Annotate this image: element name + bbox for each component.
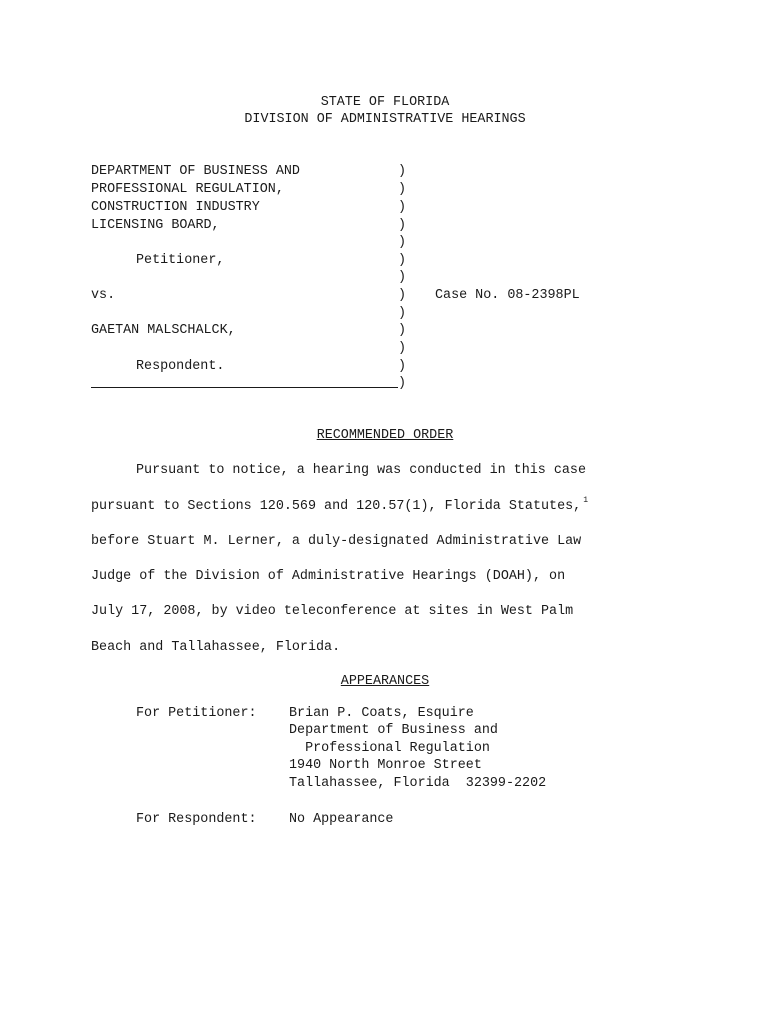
appearances-heading: APPEARANCES <box>340 674 430 689</box>
petitioner-counsel-line-3: Professional Regulation <box>289 741 490 756</box>
caption-paren: ) <box>398 376 407 391</box>
petitioner-line-3: CONSTRUCTION INDUSTRY <box>91 200 260 215</box>
caption-paren: ) <box>398 288 407 303</box>
order-body-line-3: before Stuart M. Lerner, a duly-designated Administrative Law <box>91 534 582 549</box>
respondent-appearance-value: No Appearance <box>289 812 394 827</box>
respondent-role: Respondent. <box>136 359 225 374</box>
petitioner-line-4: LICENSING BOARD, <box>91 218 220 233</box>
petitioner-counsel-line-5: Tallahassee, Florida 32399-2202 <box>289 776 547 791</box>
petitioner-counsel-line-1: Brian P. Coats, Esquire <box>289 706 474 721</box>
caption-paren: ) <box>398 323 407 338</box>
order-body-line-5: July 17, 2008, by video teleconference at sites in West Palm <box>91 604 574 619</box>
respondent-appearance-label: For Respondent: <box>136 812 257 827</box>
order-body-line-2: pursuant to Sections 120.569 and 120.57(1), Florida Statutes, $^1$ <box>91 496 588 514</box>
order-body-line-4: Judge of the Division of Administrative Hearings (DOAH), on <box>91 569 566 584</box>
caption-paren: ) <box>398 164 407 179</box>
header-division: DIVISION OF ADMINISTRATIVE HEARINGS <box>244 112 526 127</box>
caption-paren: ) <box>398 341 407 356</box>
petitioner-counsel-line-4: 1940 North Monroe Street <box>289 758 482 773</box>
petitioner-appearance-label: For Petitioner: <box>136 706 257 721</box>
petitioner-line-2: PROFESSIONAL REGULATION, <box>91 182 284 197</box>
caption-paren: ) <box>398 270 407 285</box>
caption-paren: ) <box>398 182 407 197</box>
order-body-line-1: Pursuant to notice, a hearing was conducted in this case <box>136 463 586 478</box>
caption-paren: ) <box>398 253 407 268</box>
order-title: RECOMMENDED ORDER <box>316 428 454 443</box>
caption-paren: ) <box>398 218 407 233</box>
respondent-name: GAETAN MALSCHALCK, <box>91 323 236 338</box>
petitioner-role: Petitioner, <box>136 253 225 268</box>
order-body-line-6: Beach and Tallahassee, Florida. <box>91 640 341 655</box>
caption-paren: ) <box>398 359 407 374</box>
versus: vs. <box>91 288 116 303</box>
footnote-reference[interactable]: 1 <box>583 496 588 505</box>
caption-underline <box>91 387 398 388</box>
case-number: Case No. 08-2398PL <box>435 288 580 303</box>
caption-paren: ) <box>398 306 407 321</box>
header-state: STATE OF FLORIDA <box>320 95 450 110</box>
petitioner-counsel-line-2: Department of Business and <box>289 723 498 738</box>
petitioner-line-1: DEPARTMENT OF BUSINESS AND <box>91 164 300 179</box>
caption-paren: ) <box>398 235 407 250</box>
caption-paren: ) <box>398 200 407 215</box>
